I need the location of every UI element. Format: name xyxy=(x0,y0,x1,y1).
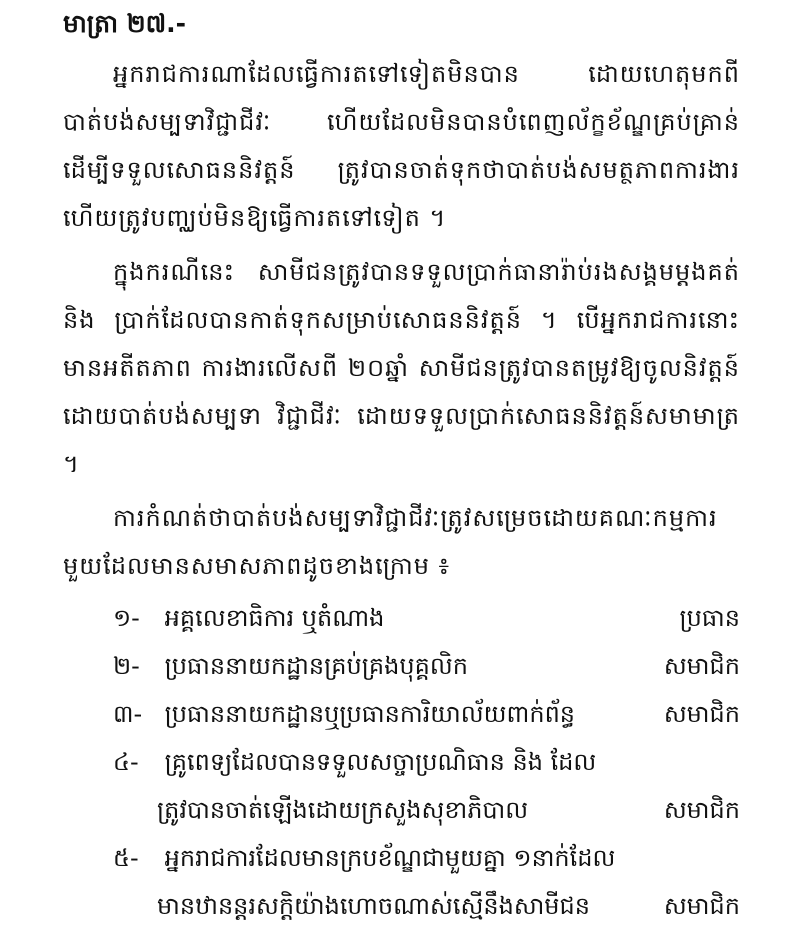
member-number: ៥- xyxy=(113,844,139,872)
member-number: ១- xyxy=(113,604,140,632)
committee-member xyxy=(63,690,740,738)
member-number: ៣- xyxy=(113,700,143,728)
member-role: សមាជិក xyxy=(663,796,740,824)
committee-member xyxy=(63,594,740,642)
member-title-continued: មានឋានន្តរសក្តិយ៉ាងហោចណាស់ស្មើនឹងសាមីជន xyxy=(157,892,591,920)
member-number: ៤- xyxy=(113,748,139,776)
article-title: មាត្រា ២៧.- xyxy=(63,9,187,38)
member-title: ប្រធាននាយកដ្ឋានឬប្រធានការិយាល័យពាក់ព័ន្ធ xyxy=(164,700,576,728)
paragraph: ក្នុងករណីនេះ សាមីជនត្រូវបានទទួលប្រាក់ធានារ៉ាប់រងសង្គមម្តងគត់ និង ប្រាក់ដែលបានកាត់ទុកសម្រាប់សោធននិវត្តន៍ ។ បើអ្នករាជការនោះមានអតីតភាព ការងារលើសពី ២០ឆ្នាំ សាមីជនត្រូវបានតម្រូវឱ្យចូលនិវត្តន៍ដោយបាត់បង់សម្បទា វិជ្ជាជីវៈ ដោយទទួលប្រាក់សោធននិវត្តន៍សមាមាត្រ ។ xyxy=(63,258,740,478)
member-title: អគ្គលេខាធិការ ឬតំណាង xyxy=(164,604,385,632)
member-role: សមាជិក xyxy=(663,700,740,728)
member-role: ប្រធាន xyxy=(679,604,740,632)
member-title-continued: ត្រូវបានចាត់ឡើងដោយក្រសួងសុខាភិបាល xyxy=(157,796,529,824)
member-role: សមាជិក xyxy=(663,892,740,920)
member-role: សមាជិក xyxy=(663,652,740,680)
member-title: គ្រូពេទ្យដែលបានទទួលសច្ចាប្រណិធាន និង ដែល xyxy=(164,748,597,776)
committee-member xyxy=(63,834,740,930)
member-number: ២- xyxy=(113,652,140,680)
paragraph: ការកំណត់ថាបាត់បង់សម្បទាវិជ្ជាជីវៈត្រូវសម្រេចដោយគណៈកម្មការមួយដែលមានសមាសភាពដូចខាងក្រោម ៖ xyxy=(63,504,718,580)
member-title: អ្នករាជការដែលមានក្របខ័ណ្ឌជាមួយគ្នា ១នាក់ដែល xyxy=(164,844,616,872)
member-title: ប្រធាននាយកដ្ឋានគ្រប់គ្រងបុគ្គលិក xyxy=(164,652,468,680)
committee-member xyxy=(63,642,740,690)
committee-member xyxy=(63,738,740,834)
committee-member-list xyxy=(63,594,740,930)
paragraph: អ្នករាជការណាដែលធ្វើការតទៅទៀតមិនបាន ដោយហេតុមកពីបាត់បង់សម្បទាវិជ្ជាជីវៈ ហើយដែលមិនបានបំពេញល័ក្ខខ័ណ្ឌគ្រប់គ្រាន់ដើម្បីទទួលសោធននិវត្តន៍ ត្រូវបានចាត់ទុកថាបាត់បង់សមត្ថភាពការងារ ហើយត្រូវបញ្ឈប់មិនឱ្យធ្វើការតទៅទៀត ។ xyxy=(63,60,740,232)
